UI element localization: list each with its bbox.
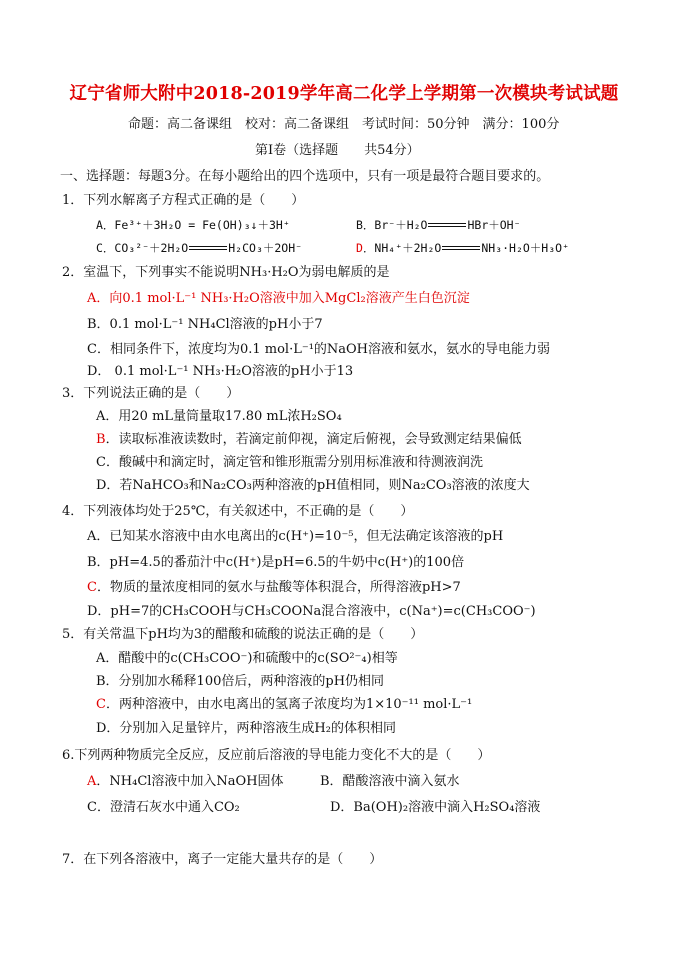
q6-answer-a: A．NH₄Cl溶液中加入NaOH固体 (87, 774, 284, 789)
q6-option-c: C．澄清石灰水中通入CO₂ (87, 800, 240, 815)
question-4-stem: 4．下列液体均处于25℃，有关叙述中，不正确的是（ ） (62, 504, 414, 519)
equilibrium-arrow-icon (442, 244, 480, 254)
q1-c-right: H₂CO₃＋2OH⁻ (228, 241, 303, 255)
q4-option-a: A．已知某水溶液中由水电离出的c(H⁺)=10⁻⁵，但无法确定该溶液的pH (87, 529, 504, 544)
q2-option-a (87, 291, 470, 307)
q3-option-c: C．酸碱中和滴定时，滴定管和锥形瓶需分别用标准液和待测液润洗 (96, 455, 483, 470)
question-5-stem: 5．有关常温下pH均为3的醋酸和硫酸的说法正确的是（ ） (62, 627, 424, 642)
question-3-stem: 3．下列说法正确的是（ ） (62, 386, 240, 401)
q6-option-a (87, 774, 284, 790)
question-2-stem: 2．室温下，下列事实不能说明NH₃·H₂O为弱电解质的是 (62, 265, 390, 280)
q2-option-c: C．相同条件下，浓度均为0.1 mol·L⁻¹的NaOH溶液和氨水，氨水的导电能力弱 (87, 342, 551, 357)
q2-answer-a: A．向0.1 mol·L⁻¹ NH₃·H₂O溶液中加入MgCl₂溶液产生白色沉淀 (87, 291, 470, 306)
q4-option-c (87, 580, 461, 596)
q6-option-b: B．醋酸溶液中滴入氨水 (320, 774, 460, 789)
q2-option-d: D． 0.1 mol·L⁻¹ NH₃·H₂O溶液的pH小于13 (87, 364, 354, 379)
q5-option-a: A．醋酸中的c(CH₃COO⁻)和硫酸中的c(SO²⁻₄)相等 (96, 651, 398, 666)
q4-answer-c: C．物质的量浓度相同的氨水与盐酸等体积混合，所得溶液pH>7 (87, 580, 461, 595)
equilibrium-arrow-icon (428, 221, 466, 231)
q1-option-b (356, 217, 521, 233)
q1-option-d (356, 240, 569, 256)
q3-option-a: A．用20 mL量筒量取17.80 mL浓H₂SO₄ (96, 409, 342, 424)
q1-d-right: NH₃·H₂O＋H₃O⁺ (481, 241, 569, 255)
question-6-stem: 6.下列两种物质完全反应，反应前后溶液的导电能力变化不大的是（ ） (62, 748, 491, 763)
q4-option-d: D．pH=7的CH₃COOH与CH₃COONa混合溶液中，c(Na⁺)=c(CH₃COO⁻) (87, 604, 536, 619)
exam-meta: 命题：高二备课组 校对：高二备课组 考试时间：50分钟 满分：100分 (128, 117, 560, 132)
answer-letter: C (96, 697, 106, 712)
q5-option-d: D．分别加入足量锌片，两种溶液生成H₂的体积相同 (96, 721, 396, 736)
equilibrium-arrow-icon (189, 244, 227, 254)
q6-option-d: D．Ba(OH)₂溶液中滴入H₂SO₄溶液 (330, 800, 541, 815)
q1-b-left: B．Br⁻＋H₂O (356, 218, 428, 232)
q1-option-c (96, 240, 302, 256)
q3-option-d: D．若NaHCO₃和Na₂CO₃两种溶液的pH值相同，则Na₂CO₃溶液的浓度大 (96, 478, 530, 493)
q5-option-c (96, 697, 472, 713)
answer-letter: D (356, 241, 363, 255)
answer-letter: B (96, 432, 106, 447)
q2-option-b: B．0.1 mol·L⁻¹ NH₄Cl溶液的pH小于7 (87, 317, 323, 332)
question-7-stem: 7．在下列各溶液中，离子一定能大量共存的是（ ） (62, 852, 383, 867)
q3-answer-b: B．读取标准液读数时，若滴定前仰视，滴定后俯视，会导致测定结果偏低 (96, 432, 522, 447)
instruction: 一、选择题：每题3分。在每小题给出的四个选项中，只有一项是最符合题目要求的。 (60, 169, 550, 184)
q1-c-left: C．CO₃²⁻＋2H₂O (96, 241, 189, 255)
q5-answer-c: C．两种溶液中，由水电离出的氢离子浓度均为1×10⁻¹¹ mol·L⁻¹ (96, 697, 473, 712)
answer-letter: A (87, 291, 97, 306)
section-heading: 第Ⅰ卷（选择题 共54分） (255, 143, 420, 158)
exam-title: 辽宁省师大附中2018-2019学年高二化学上学期第一次模块考试试题 (69, 84, 619, 104)
question-1-stem: 1．下列水解离子方程式正确的是（ ） (62, 193, 305, 208)
answer-letter: C (87, 580, 97, 595)
q5-option-b: B．分别加水稀释100倍后，两种溶液的pH仍相同 (96, 674, 385, 689)
q3-option-b (96, 432, 522, 448)
q4-option-b: B．pH=4.5的番茄汁中c(H⁺)是pH=6.5的牛奶中c(H⁺)的100倍 (87, 555, 465, 570)
answer-letter: A (87, 774, 97, 789)
q1-d-left: D．NH₄⁺＋2H₂O (356, 241, 442, 255)
q1-option-a: A．Fe³⁺＋3H₂O = Fe(OH)₃↓＋3H⁺ (96, 218, 290, 232)
q1-b-right: HBr＋OH⁻ (467, 218, 521, 232)
